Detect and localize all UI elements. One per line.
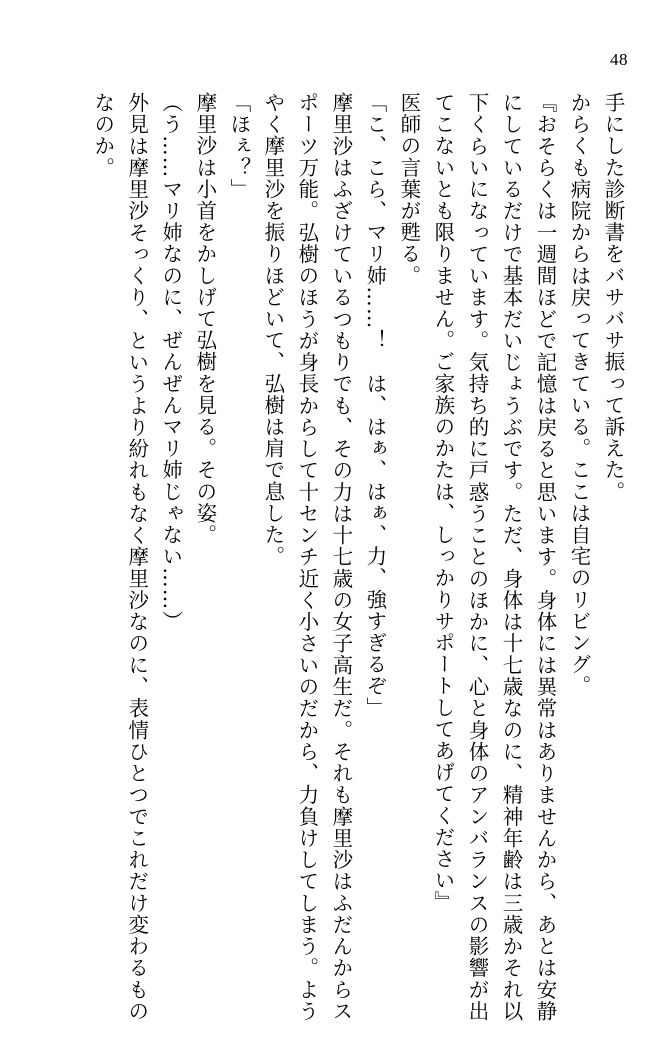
paragraph: 外見は摩里沙そっくり、というより紛れもなく摩里沙なのに、表情ひとつでこれだけ変わるものなのか。 — [90, 92, 149, 1022]
paragraph: 摩里沙はふざけているつもりでも、その力は十七歳の女子高生だ。それも摩里沙はふだんからスポーツ万能。弘樹のほうが身長からして十センチ近く小さいのだから、力負けしてしまう。ようやく摩里沙を振りほどいて、弘樹は肩で息した。 — [260, 92, 353, 1022]
paragraph: 『おそらくは一週間ほどで記憶は戻ると思います。身体には異常はありませんから、あとは安静にしているだけで基本だいじょうぶです。ただ、身体は十七歳なのに、精神年齢は三歳かそれ以下くらいになっています。気持ち的に戸惑うことのほかに、心と身体のアンバランスの影響が出てこないとも限りません。ご家族のかたは、しっかりサポートしてあげてください』 — [430, 92, 557, 1022]
paragraph: 摩里沙は小首をかしげて弘樹を見る。その姿。 — [192, 92, 217, 546]
page-number: 48 — [610, 50, 628, 69]
paragraph: （う……マリ姉なのに、ぜんぜんマリ姉じゃない……） — [158, 92, 183, 632]
paragraph: からくも病院からは戻ってきている。ここは自宅のリビング。 — [566, 92, 591, 697]
paragraph: 「こ、こら、マリ姉……！ は、はぁ、はぁ、力、強すぎるぞ」 — [362, 92, 387, 719]
body-text-block — [38, 92, 630, 1022]
paragraph: 「ほぇ？」 — [226, 92, 251, 200]
paragraph: 医師の言葉が甦る。 — [396, 92, 421, 287]
paragraph: 手にした診断書をバサバサ振って訴えた。 — [601, 92, 625, 503]
